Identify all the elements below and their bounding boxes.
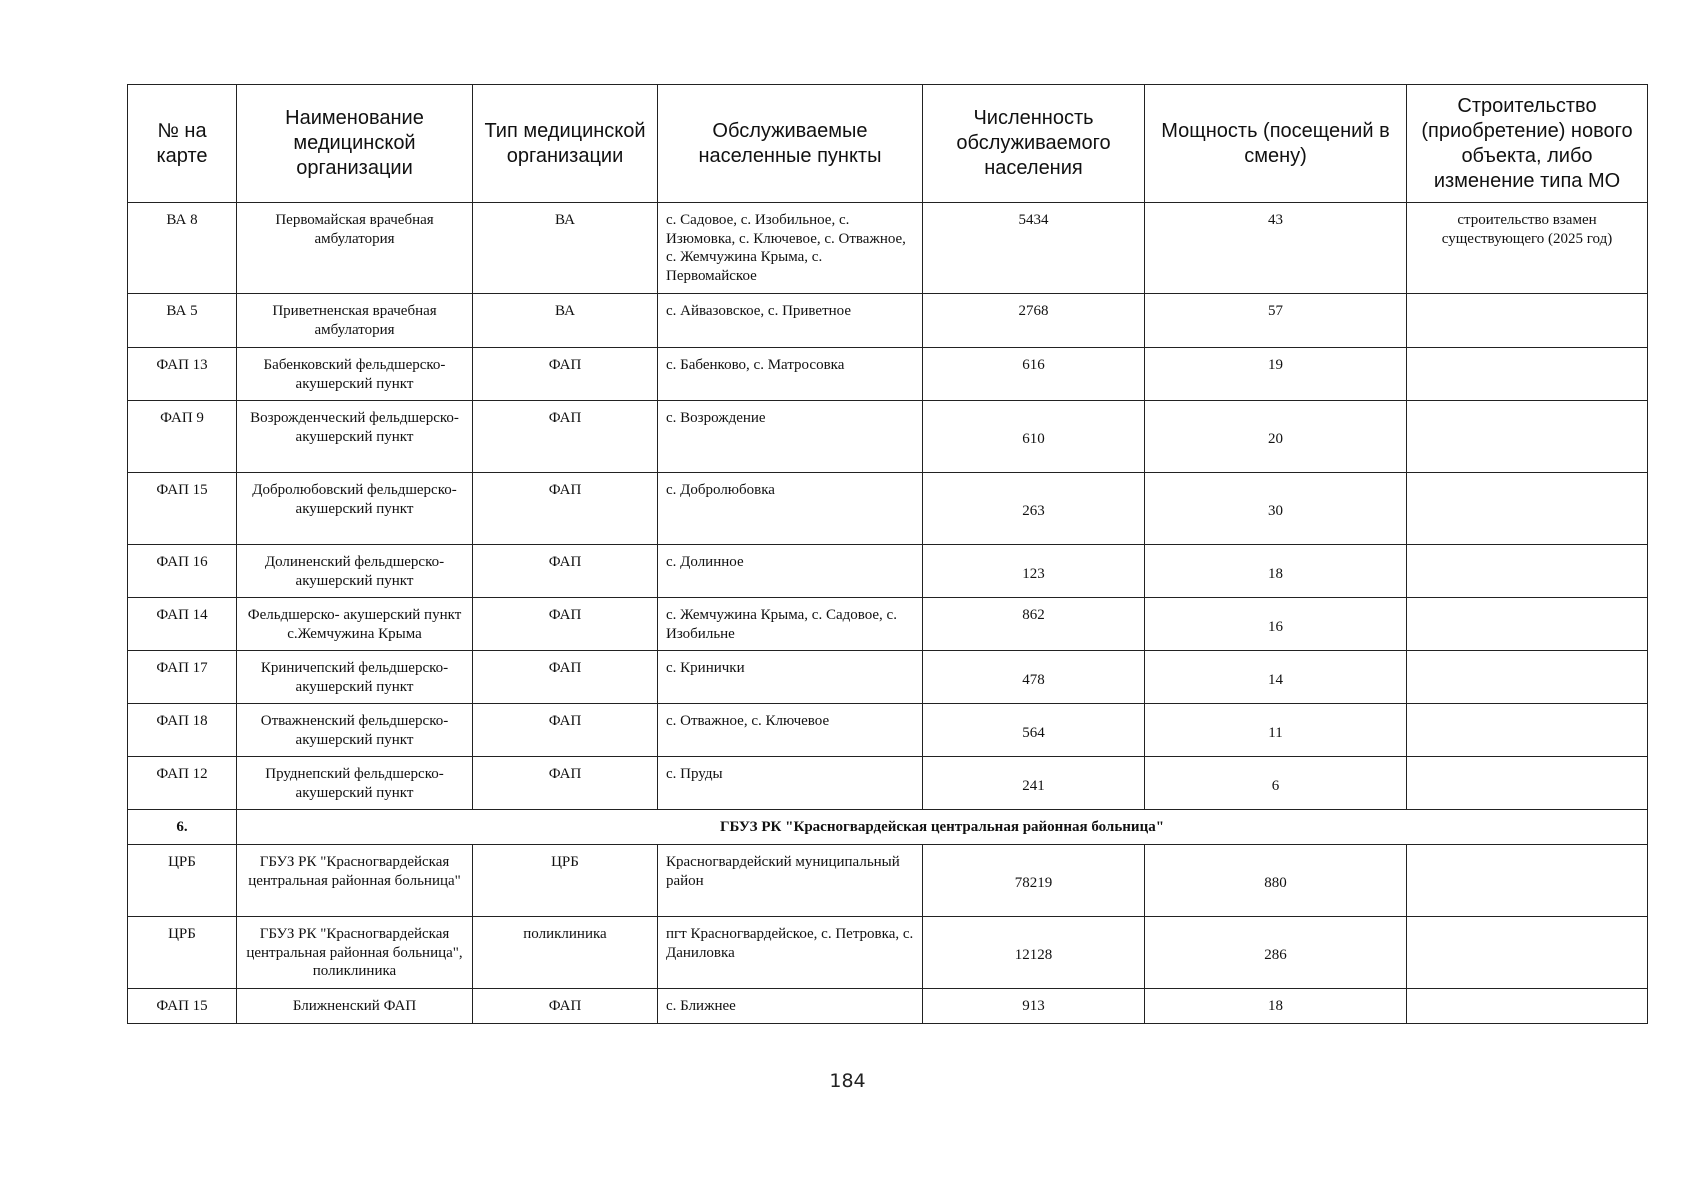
cell-settlements: Красногвардейский муниципальный район xyxy=(658,845,923,917)
cell-capacity: 880 xyxy=(1145,845,1407,917)
cell-capacity: 11 xyxy=(1145,704,1407,757)
cell-org-name: Первомайская врачебная амбулатория xyxy=(237,203,473,294)
cell-construction xyxy=(1407,401,1648,473)
cell-construction xyxy=(1407,473,1648,545)
table-header-row xyxy=(128,85,1648,203)
cell-org-name: Возрожденческий фельдшерско- акушерский пункт xyxy=(237,401,473,473)
cell-population: 123 xyxy=(923,545,1145,598)
cell-org-type: ФАП xyxy=(473,545,658,598)
table-row xyxy=(128,598,1648,651)
cell-settlements: с. Айвазовское, с. Приветное xyxy=(658,294,923,348)
cell-capacity: 14 xyxy=(1145,651,1407,704)
page-number: 184 xyxy=(829,1070,866,1092)
medical-facilities-table xyxy=(127,84,1648,1024)
cell-capacity: 43 xyxy=(1145,203,1407,294)
cell-settlements: с. Пруды xyxy=(658,757,923,810)
cell-capacity: 57 xyxy=(1145,294,1407,348)
section-header-row xyxy=(128,810,1648,845)
cell-settlements: с. Возрождение xyxy=(658,401,923,473)
table-row xyxy=(128,348,1648,401)
cell-org-type: ФАП xyxy=(473,401,658,473)
cell-org-type: ЦРБ xyxy=(473,845,658,917)
cell-construction xyxy=(1407,651,1648,704)
table-row xyxy=(128,401,1648,473)
cell-construction xyxy=(1407,917,1648,989)
cell-population: 241 xyxy=(923,757,1145,810)
table-row xyxy=(128,203,1648,294)
cell-construction xyxy=(1407,348,1648,401)
header-settlements: Обслуживаемые населенные пункты xyxy=(658,85,923,203)
cell-population: 478 xyxy=(923,651,1145,704)
header-construction: Строительство (приобретение) нового объекта, либо изменение типа МО xyxy=(1407,85,1648,203)
cell-org-name: Фельдшерско- акушерский пункт с.Жемчужина Крыма xyxy=(237,598,473,651)
cell-org-type: ФАП xyxy=(473,651,658,704)
cell-capacity: 6 xyxy=(1145,757,1407,810)
cell-population: 78219 xyxy=(923,845,1145,917)
cell-map-number: ФАП 13 xyxy=(128,348,237,401)
cell-org-type: ФАП xyxy=(473,473,658,545)
cell-org-name: Приветненская врачебная амбулатория xyxy=(237,294,473,348)
cell-map-number: ВА 5 xyxy=(128,294,237,348)
cell-settlements: с. Ближнее xyxy=(658,989,923,1024)
cell-construction xyxy=(1407,704,1648,757)
table-row xyxy=(128,473,1648,545)
cell-settlements: с. Бабенково, с. Матросовка xyxy=(658,348,923,401)
cell-org-type: ФАП xyxy=(473,348,658,401)
cell-map-number: ФАП 12 xyxy=(128,757,237,810)
cell-org-name: Добролюбовский фельдшерско- акушерский пункт xyxy=(237,473,473,545)
cell-map-number: ЦРБ xyxy=(128,845,237,917)
cell-map-number: ФАП 15 xyxy=(128,473,237,545)
table-row xyxy=(128,294,1648,348)
cell-map-number: ФАП 18 xyxy=(128,704,237,757)
cell-map-number: ФАП 17 xyxy=(128,651,237,704)
header-capacity: Мощность (посещений в смену) xyxy=(1145,85,1407,203)
cell-settlements: с. Жемчужина Крыма, с. Садовое, с. Изобильне xyxy=(658,598,923,651)
table-row xyxy=(128,545,1648,598)
cell-org-name: Криничепский фельдшерско-акушерский пункт xyxy=(237,651,473,704)
cell-construction xyxy=(1407,598,1648,651)
cell-map-number: ФАП 9 xyxy=(128,401,237,473)
cell-settlements: с. Долинное xyxy=(658,545,923,598)
cell-org-name: ГБУЗ РК "Красногвардейская центральная районная больница", поликлиника xyxy=(237,917,473,989)
cell-org-name: Бабенковский фельдшерско-акушерский пункт xyxy=(237,348,473,401)
cell-map-number: ЦРБ xyxy=(128,917,237,989)
cell-capacity: 18 xyxy=(1145,989,1407,1024)
cell-population: 2768 xyxy=(923,294,1145,348)
cell-construction xyxy=(1407,545,1648,598)
section-title: ГБУЗ РК "Красногвардейская центральная районная больница" xyxy=(237,810,1648,845)
cell-construction xyxy=(1407,989,1648,1024)
header-map-number: № на карте xyxy=(128,85,237,203)
cell-population: 616 xyxy=(923,348,1145,401)
cell-map-number: ФАП 15 xyxy=(128,989,237,1024)
cell-settlements: с. Отважное, с. Ключевое xyxy=(658,704,923,757)
cell-map-number: ФАП 16 xyxy=(128,545,237,598)
section-number: 6. xyxy=(128,810,237,845)
cell-capacity: 18 xyxy=(1145,545,1407,598)
cell-settlements: пгт Красногвардейское, с. Петровка, с. Даниловка xyxy=(658,917,923,989)
cell-capacity: 16 xyxy=(1145,598,1407,651)
cell-map-number: ВА 8 xyxy=(128,203,237,294)
cell-capacity: 20 xyxy=(1145,401,1407,473)
cell-construction: строительство взамен существующего (2025 год) xyxy=(1407,203,1648,294)
table-row xyxy=(128,845,1648,917)
cell-capacity: 30 xyxy=(1145,473,1407,545)
cell-org-name: Пруднепский фельдшерско-акушерский пункт xyxy=(237,757,473,810)
cell-org-type: ФАП xyxy=(473,598,658,651)
cell-org-type: ВА xyxy=(473,294,658,348)
cell-population: 263 xyxy=(923,473,1145,545)
cell-construction xyxy=(1407,845,1648,917)
cell-org-type: ФАП xyxy=(473,989,658,1024)
cell-org-type: ФАП xyxy=(473,704,658,757)
cell-org-name: Отважненский фельдшерско-акушерский пункт xyxy=(237,704,473,757)
cell-org-name: Долиненский фельдшерско-акушерский пункт xyxy=(237,545,473,598)
table-row xyxy=(128,757,1648,810)
cell-settlements: с. Кринички xyxy=(658,651,923,704)
table-row xyxy=(128,704,1648,757)
cell-settlements: с. Добролюбовка xyxy=(658,473,923,545)
cell-population: 5434 xyxy=(923,203,1145,294)
header-population: Численность обслуживаемого населения xyxy=(923,85,1145,203)
cell-org-name: Ближненский ФАП xyxy=(237,989,473,1024)
cell-population: 610 xyxy=(923,401,1145,473)
cell-capacity: 286 xyxy=(1145,917,1407,989)
cell-population: 564 xyxy=(923,704,1145,757)
cell-map-number: ФАП 14 xyxy=(128,598,237,651)
document-table-container xyxy=(127,84,1647,1024)
cell-population: 12128 xyxy=(923,917,1145,989)
cell-capacity: 19 xyxy=(1145,348,1407,401)
cell-org-type: поликлиника xyxy=(473,917,658,989)
table-row xyxy=(128,989,1648,1024)
cell-org-name: ГБУЗ РК "Красногвардейская центральная районная больница" xyxy=(237,845,473,917)
header-org-name: Наименование медицинской организации xyxy=(237,85,473,203)
cell-population: 862 xyxy=(923,598,1145,651)
table-row xyxy=(128,917,1648,989)
cell-settlements: с. Садовое, с. Изобильное, с. Изюмовка, с. Ключевое, с. Отважное, с. Жемчужина Крыма, с. Первомайское xyxy=(658,203,923,294)
cell-construction xyxy=(1407,294,1648,348)
cell-population: 913 xyxy=(923,989,1145,1024)
cell-org-type: ФАП xyxy=(473,757,658,810)
header-org-type: Тип медицинской организации xyxy=(473,85,658,203)
cell-org-type: ВА xyxy=(473,203,658,294)
cell-construction xyxy=(1407,757,1648,810)
table-row xyxy=(128,651,1648,704)
